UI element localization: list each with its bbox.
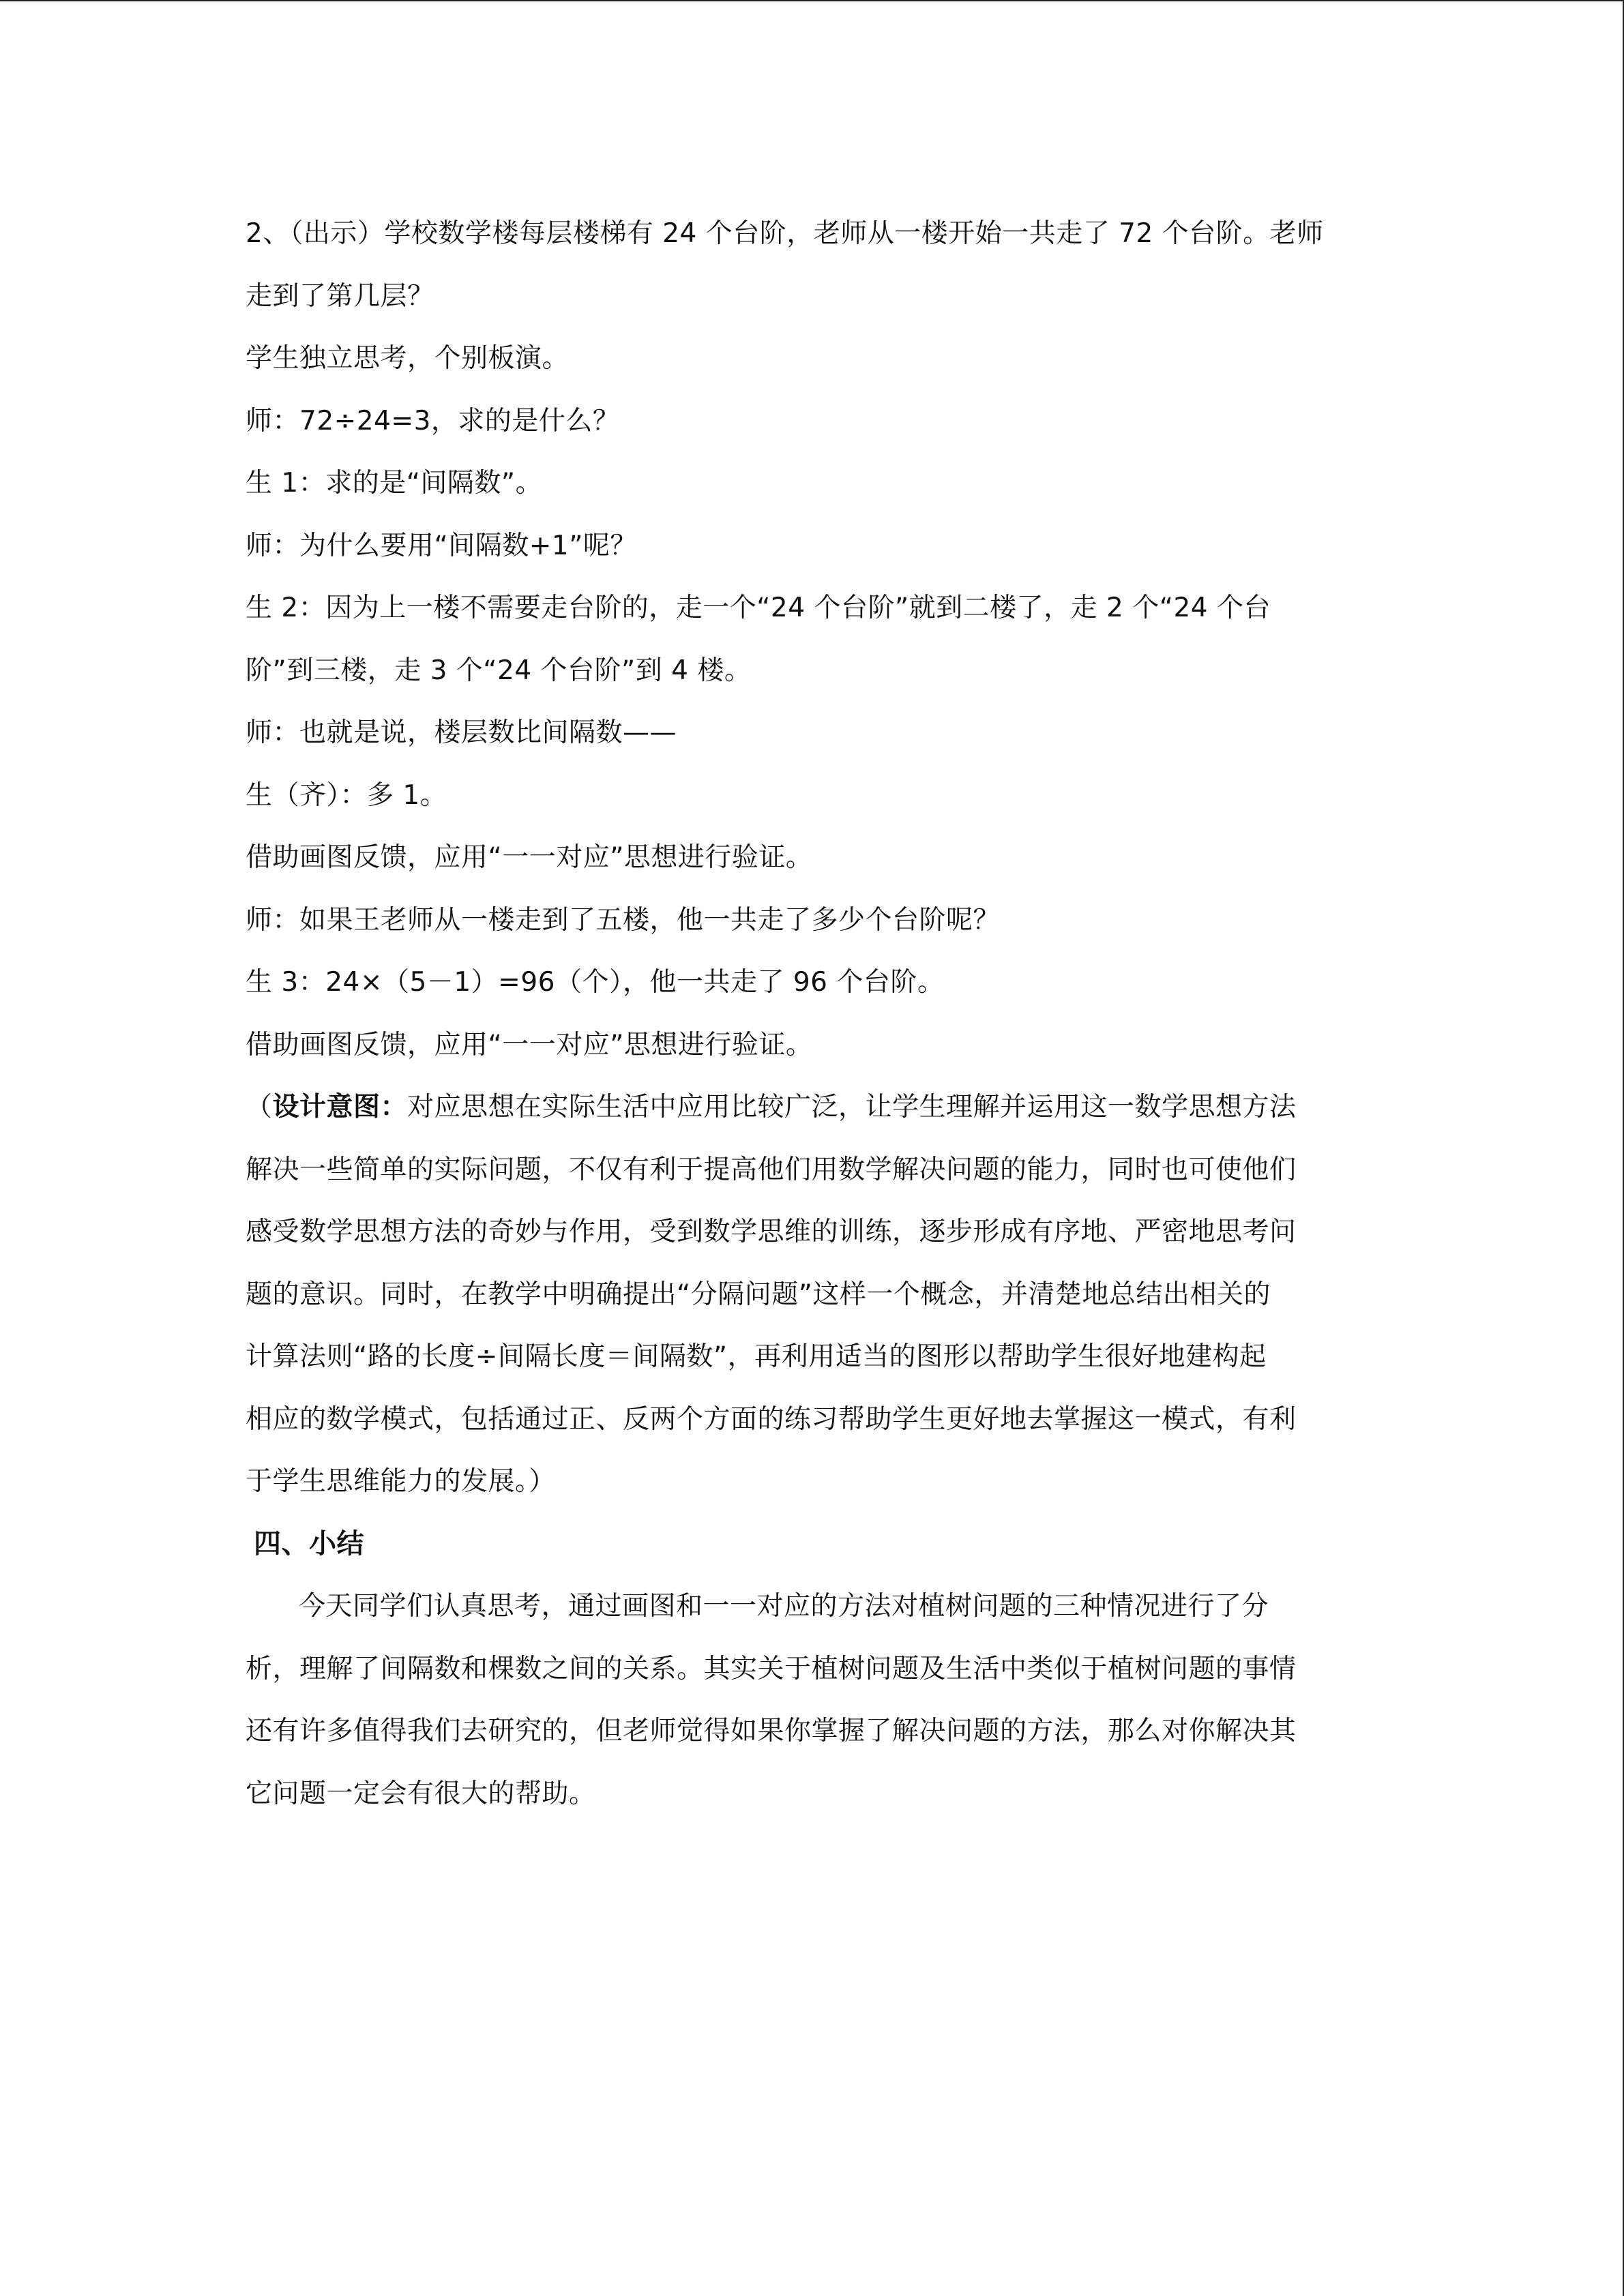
text-line: 借助画图反馈，应用“一一对应”思想进行验证。: [246, 1029, 813, 1060]
text-line: 师：也就是说，楼层数比间隔数——: [246, 717, 677, 748]
design-intent-line: 相应的数学模式，包括通过正、反两个方面的练习帮助学生更好地去掌握这一模式，有利: [246, 1403, 1297, 1435]
text-line: 师：72÷24=3，求的是什么？: [246, 405, 620, 436]
text-line: 师：为什么要用“间隔数+1”呢？: [246, 530, 637, 561]
design-intent-line: 于学生思维能力的发展。）: [246, 1466, 556, 1497]
text-line: 借助画图反馈，应用“一一对应”思想进行验证。: [246, 842, 813, 873]
text-line: 生 1：求的是“间隔数”。: [246, 468, 543, 498]
document-body: [246, 203, 1391, 1825]
design-open-paren: （: [246, 1092, 273, 1122]
text-line: 学生独立思考，个别板演。: [246, 343, 570, 374]
design-intent-text: 对应思想在实际生活中应用比较广泛，让学生理解并运用这一数学思想方法: [407, 1092, 1297, 1122]
text-line: 生 3：24×（5－1）=96（个），他一共走了 96 个台阶。: [246, 967, 945, 998]
design-intent-line: 解决一些简单的实际问题，不仅有利于提高他们用数学解决问题的能力，同时也可使他们: [246, 1154, 1297, 1185]
section-heading-summary: 四、小结: [254, 1527, 364, 1560]
design-intent-line: 题的意识。同时，在教学中明确提出“分隔问题”这样一个概念，并清楚地总结出相关的: [246, 1279, 1271, 1310]
design-intent-first-line: [246, 1076, 1391, 1139]
text-line: 2、（出示）学校数学楼每层楼梯有 24 个台阶，老师从一楼开始一共走了 72 个台阶。老师: [246, 218, 1324, 249]
text-line: 生 2：因为上一楼不需要走台阶的，走一个“24 个台阶”就到二楼了，走 2 个“24 个台: [246, 593, 1271, 623]
text-line: 走到了第几层？: [246, 280, 434, 312]
text-line: 师：如果王老师从一楼走到了五楼，他一共走了多少个台阶呢？: [246, 904, 1001, 936]
summary-line: 今天同学们认真思考，通过画图和一一对应的方法对植树问题的三种情况进行了分: [299, 1591, 1269, 1622]
summary-line: 析，理解了间隔数和棵数之间的关系。其实关于植树问题及生活中类似于植树问题的事情: [246, 1653, 1297, 1684]
summary-line: 它问题一定会有很大的帮助。: [246, 1778, 596, 1809]
design-intent-line: 感受数学思想方法的奇妙与作用，受到数学思维的训练，逐步形成有序地、严密地思考问: [246, 1217, 1297, 1247]
text-line: 生（齐）：多 1。: [246, 779, 447, 811]
design-intent-label: 设计意图：: [272, 1092, 408, 1122]
text-line: 阶”到三楼，走 3 个“24 个台阶”到 4 楼。: [246, 655, 752, 686]
summary-line: 还有许多值得我们去研究的，但老师觉得如果你掌握了解决问题的方法，那么对你解决其: [246, 1716, 1297, 1746]
design-intent-line: 计算法则“路的长度÷间隔长度＝间隔数”，再利用适当的图形以帮助学生很好地建构起: [246, 1341, 1267, 1372]
